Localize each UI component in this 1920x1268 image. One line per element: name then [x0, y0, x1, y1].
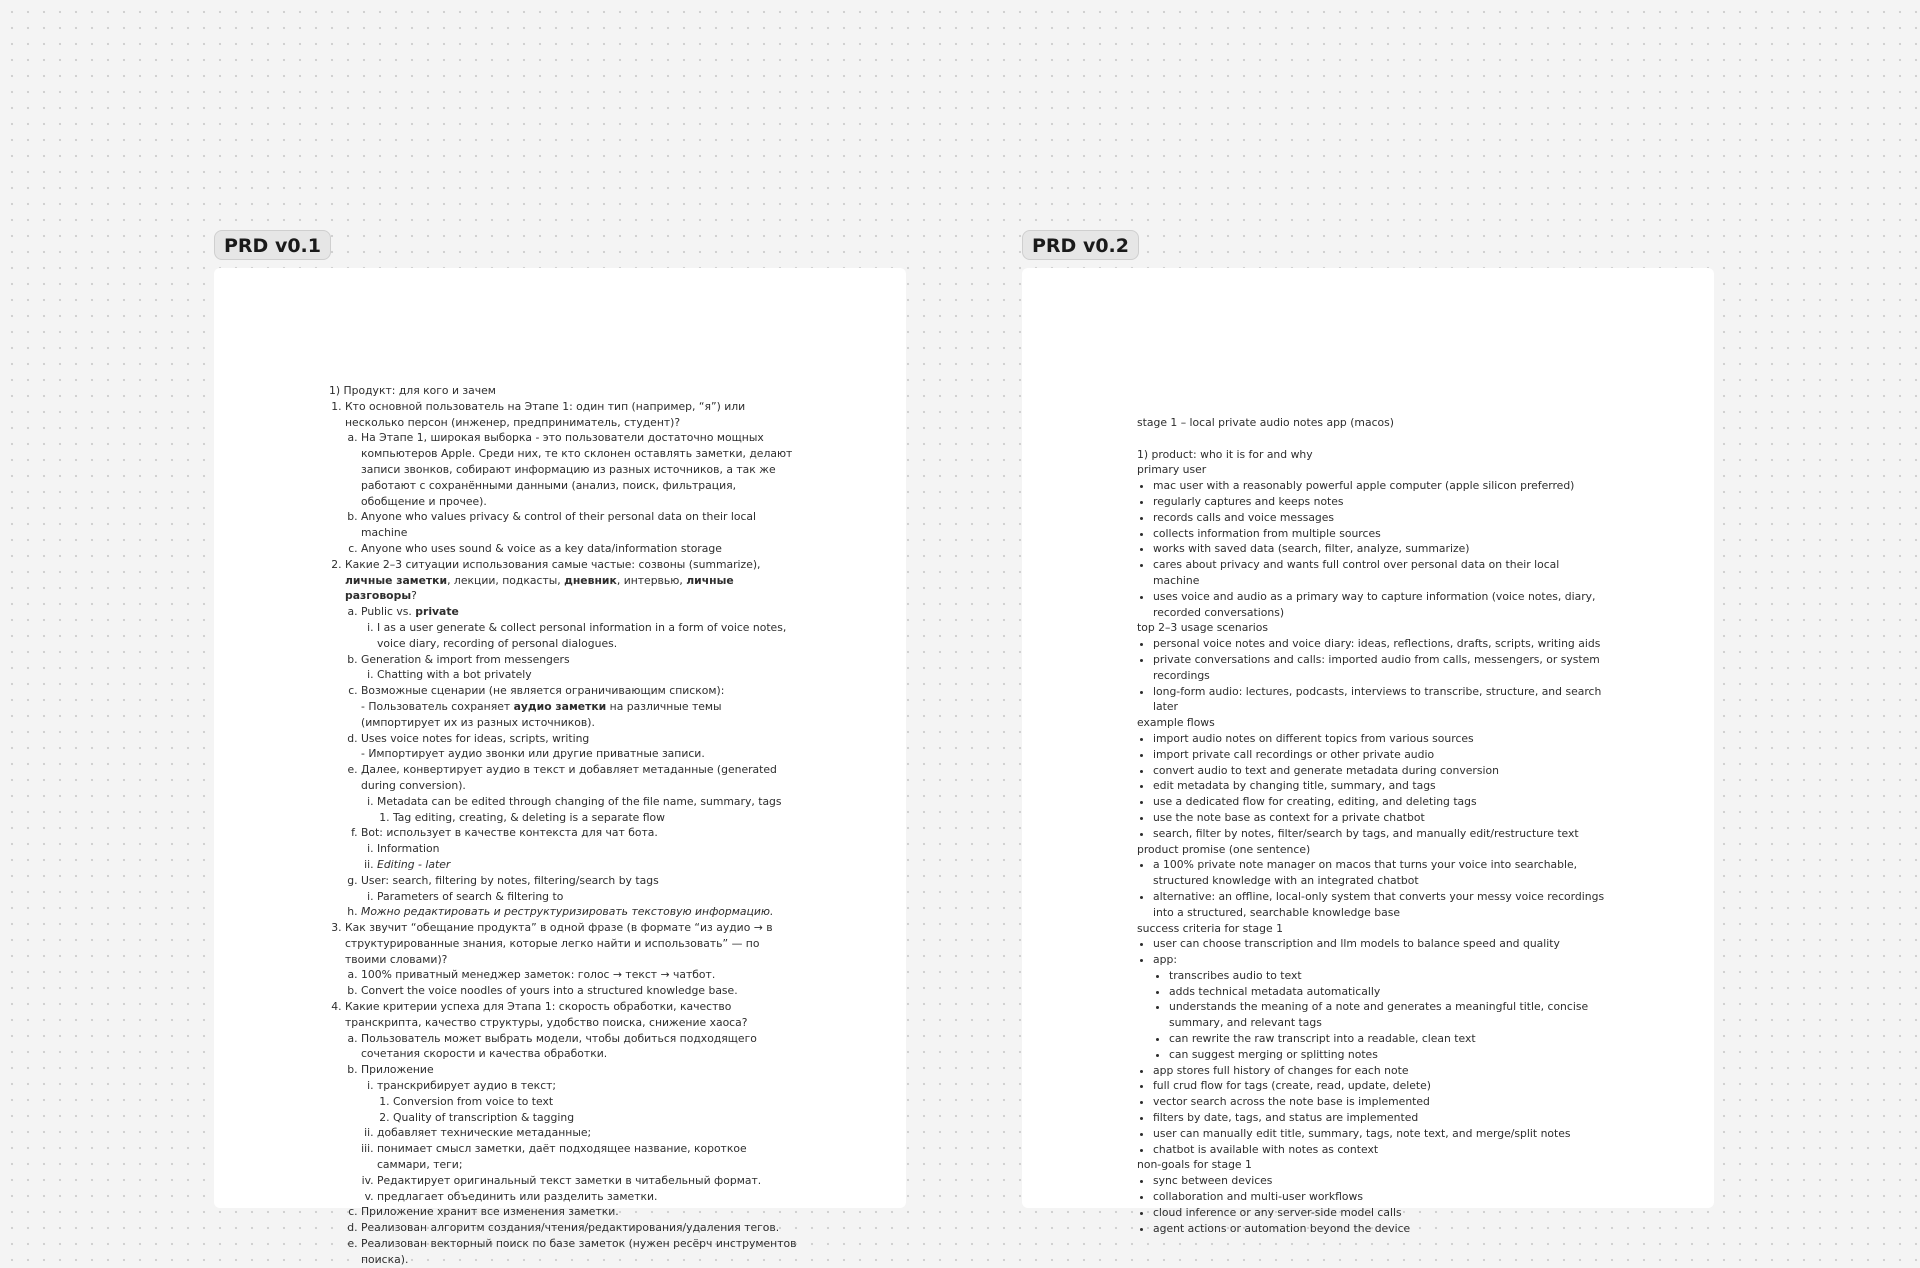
non-goals-list — [1137, 1173, 1607, 1236]
list-item: • private conversations and calls: imported audio from calls, messengers, or system recordings — [1153, 652, 1607, 684]
list-item: • use a dedicated flow for creating, editing, and deleting tags — [1153, 794, 1607, 810]
list-item: i. Parameters of search & filtering to — [377, 889, 799, 905]
list-item: c. Возможные сценарии (не является ограничивающим списком): - Пользователь сохраняет аудио заметки на различные темы (импортирует их из разных источников). — [361, 683, 799, 730]
list-item: 1. Conversion from voice to text — [393, 1094, 799, 1110]
list-item: b. Приложение i. транскрибирует аудио в текст; 1. Conversion from voice to text 2. Quality of transcription & tagging ii. добавляет технические метаданные; iii. понимает смысл заметки, даёт подходящее название, короткое саммари, теги; iv. Редактирует оригинальный текст заметки в читабельный формат. v. предлагает объединить или разделить заметки. — [361, 1062, 799, 1204]
scenarios-list — [1137, 636, 1607, 715]
document-prd-v02[interactable] — [1022, 268, 1714, 1235]
document-content — [1137, 415, 1607, 1236]
list-item: • personal voice notes and voice diary: ideas, reflections, drafts, scripts, writing aids — [1153, 636, 1607, 652]
list-item: i. I as a user generate & collect personal information in a form of voice notes, voice diary, recording of personal dialogues. — [377, 620, 799, 652]
list-item: iii. понимает смысл заметки, даёт подходящее название, короткое саммари, теги; — [377, 1141, 799, 1173]
list-item: d. Uses voice notes for ideas, scripts, writing - Импортирует аудио звонки или другие приватные записи. — [361, 731, 799, 763]
flows-list — [1137, 731, 1607, 842]
list-item: • app stores full history of changes for each note — [1153, 1063, 1607, 1079]
list-item: d. Реализован алгоритм создания/чтения/редактирования/удаления тегов. — [361, 1220, 799, 1236]
list-item: a. Пользователь может выбрать модели, чтобы добиться подходящего сочетания скорости и качества обработки. — [361, 1031, 799, 1063]
list-item: h. Можно редактировать и реструктуризировать текстовую информацию. — [361, 904, 799, 920]
doc-title: stage 1 – local private audio notes app (macos) — [1137, 416, 1394, 429]
list-item: g. User: search, filtering by notes, filtering/search by tags i. Parameters of search & filtering to — [361, 873, 799, 905]
list-item: 4. Какие критерии успеха для Этапа 1: скорость обработки, качество транскрипта, качество структуры, удобство поиска, снижение хаоса? a. Пользователь может выбрать модели, чтобы добиться подходящего сочетания скорости и качества обработки. b. Приложение i. транскрибирует аудио в текст; 1. Conversion from voice to text 2. Quality of transcription & tagging ii. добавляет технические метаданные; iii. понимает смысл заметки, даёт подходящее название, короткое саммари, теги; iv. Редактирует оригинальный текст заметки в читабельный формат. v. предлагает объединить или разделить заметки. c. Приложение хранит все изменения заметки. d. Реализован алгоритм создания/чтения/редактирования/удаления тегов. e. Реализован векторный поиск по базе заметок (нужен ресёрч инструментов поиска). — [345, 999, 799, 1268]
subheading: product promise (one sentence) — [1137, 842, 1311, 856]
list-item: b. Convert the voice noodles of yours into a structured knowledge base. — [361, 983, 799, 999]
list-item: 3. Как звучит “обещание продукта” в одной фразе (в формате “из аудио → в структурированные знания, которые легко найти и использовать” — по твоими словами)? a. 100% приватный менеджер заметок: голос → текст → чатбот. b. Convert the voice noodles of yours into a structured knowledge base. — [345, 920, 799, 999]
question-list — [329, 399, 799, 1268]
list-item: • cloud inference or any server-side model calls — [1153, 1205, 1607, 1221]
list-item: a. На Этапе 1, широкая выборка - это пользователи достаточно мощных компьютеров Apple. Среди них, те кто склонен оставлять заметки, делают записи звонков, собирают информацию из разных источников, а так же работают с сохранёнными данными (анализ, поиск, фильтрация, обобщение и прочее). — [361, 430, 799, 509]
list-item: • alternative: an offline, local-only system that converts your messy voice recordings into a structured, searchable knowledge base — [1153, 889, 1607, 921]
frame-label-prd-v02[interactable]: PRD v0.2 — [1022, 230, 1139, 260]
list-item: • full crud flow for tags (create, read, update, delete) — [1153, 1078, 1607, 1094]
list-item: • app: • transcribes audio to text • adds technical metadata automatically • understands the meaning of a note and generates a meaningful title, concise summary, and relevant tags • can rewrite the raw transcript into a readable, clean text • can suggest merging or splitting notes — [1153, 952, 1607, 1063]
section-heading: 1) product: who it is for and why — [1137, 447, 1313, 461]
list-item: • convert audio to text and generate metadata during conversion — [1153, 763, 1607, 779]
list-item: • cares about privacy and wants full control over personal data on their local machine — [1153, 557, 1607, 589]
list-item: • sync between devices — [1153, 1173, 1607, 1189]
list-item: e. Далее, конвертирует аудио в текст и добавляет метаданные (generated during conversion). i. Metadata can be edited through changing of the file name, summary, tags 1. Tag editing, creating, & deleting is a separate flow — [361, 762, 799, 825]
list-item: • regularly captures and keeps notes — [1153, 494, 1607, 510]
list-item: ii. Editing - later — [377, 857, 799, 873]
subheading: primary user — [1137, 463, 1207, 477]
list-item: a. Public vs. private i. I as a user generate & collect personal information in a form of voice notes, voice diary, recording of personal dialogues. — [361, 604, 799, 651]
list-item: • import audio notes on different topics from various sources — [1153, 731, 1607, 747]
success-list-rest — [1137, 1063, 1607, 1158]
list-item: • can rewrite the raw transcript into a readable, clean text — [1169, 1031, 1607, 1047]
list-item: • a 100% private note manager on macos that turns your voice into searchable, structured knowledge with an integrated chatbot — [1153, 857, 1607, 889]
subheading: top 2–3 usage scenarios — [1137, 621, 1269, 635]
list-item: • chatbot is available with notes as context — [1153, 1142, 1607, 1158]
document-prd-v01[interactable] — [214, 268, 906, 1266]
list-item: • user can choose transcription and llm models to balance speed and quality — [1153, 936, 1607, 952]
list-item: • works with saved data (search, filter, analyze, summarize) — [1153, 541, 1607, 557]
list-item: • edit metadata by changing title, summary, and tags — [1153, 778, 1607, 794]
list-item: i. Chatting with a bot privately — [377, 667, 799, 683]
list-item: ii. добавляет технические метаданные; — [377, 1125, 799, 1141]
list-item: b. Generation & import from messengers i. Chatting with a bot privately — [361, 652, 799, 684]
list-item: • search, filter by notes, filter/search by tags, and manually edit/restructure text — [1153, 826, 1607, 842]
list-item: • user can manually edit title, summary, tags, note text, and merge/split notes — [1153, 1126, 1607, 1142]
list-item: • can suggest merging or splitting notes — [1169, 1047, 1607, 1063]
question-text: Кто основной пользователь на Этапе 1: один тип (например, “я”) или несколько персон (инженер, предприниматель, студент)? — [345, 399, 746, 429]
list-item: f. Bot: использует в качестве контекста для чат бота. i. Information ii. Editing - later — [361, 825, 799, 872]
document-content — [329, 383, 799, 1268]
subheading: success criteria for stage 1 — [1137, 921, 1283, 935]
list-item: i. транскрибирует аудио в текст; 1. Conversion from voice to text 2. Quality of transcription & tagging — [377, 1078, 799, 1125]
list-item: • import private call recordings or other private audio — [1153, 747, 1607, 763]
list-item: i. Information — [377, 841, 799, 857]
frame-label-prd-v01[interactable]: PRD v0.1 — [214, 230, 331, 260]
list-item: • use the note base as context for a private chatbot — [1153, 810, 1607, 826]
list-item: • collaboration and multi-user workflows — [1153, 1189, 1607, 1205]
list-item: • adds technical metadata automatically — [1169, 984, 1607, 1000]
list-item: • mac user with a reasonably powerful apple computer (apple silicon preferred) — [1153, 478, 1607, 494]
list-item: • long-form audio: lectures, podcasts, interviews to transcribe, structure, and search later — [1153, 684, 1607, 716]
heading: 1) Продукт: для кого и зачем — [329, 384, 496, 397]
subheading: example flows — [1137, 716, 1215, 730]
list-item: 1. Tag editing, creating, & deleting is a separate flow — [393, 810, 799, 826]
list-item: • records calls and voice messages — [1153, 510, 1607, 526]
list-item: • transcribes audio to text — [1169, 968, 1607, 984]
list-item: 2. Какие 2–3 ситуации использования самые частые: созвоны (summarize), личные заметки, лекции, подкасты, дневник, интервью, личные разговоры? a. Public vs. private i. I as a user generate & collect personal information in a form of voice notes, voice diary, recording of personal dialogues. b. Generation & import from messengers i. Chatting with a bot privately c. Возможные сценарии (не является ограничивающим списком): - Пользователь сохраняет аудио заметки на различные темы (импортирует их из разных источников). d. Uses voice notes for ideas, scripts, writing - Импортирует аудио звонки или другие приватные записи. e. Далее, конвертирует аудио в текст и добавляет метаданные (generated during conversion). i. Metadata can be edited through changing of the file name, summary, tags 1. Tag editing, creating, & deleting is a separate flow f. Bot: использует в качестве контекста для чат бота. i. Information ii. Editing - later g. User: search, filtering by notes, filtering/search by tags i. Parameters of search & filtering to h. Можно редактировать и реструктуризировать текстовую информацию. — [345, 557, 799, 920]
list-item: • vector search across the note base is implemented — [1153, 1094, 1607, 1110]
list-item: • agent actions or automation beyond the device — [1153, 1221, 1607, 1237]
list-item: c. Anyone who uses sound & voice as a key data/information storage — [361, 541, 799, 557]
list-item: b. Anyone who values privacy & control of their personal data on their local machine — [361, 509, 799, 541]
list-item: v. предлагает объединить или разделить заметки. — [377, 1189, 799, 1205]
list-item: e. Реализован векторный поиск по базе заметок (нужен ресёрч инструментов поиска). — [361, 1236, 799, 1268]
list-item: c. Приложение хранит все изменения заметки. — [361, 1204, 799, 1220]
list-item: i. Metadata can be edited through changing of the file name, summary, tags 1. Tag editing, creating, & deleting is a separate flow — [377, 794, 799, 826]
list-item: 2. Quality of transcription & tagging — [393, 1110, 799, 1126]
list-item: • uses voice and audio as a primary way to capture information (voice notes, diary, recorded conversations) — [1153, 589, 1607, 621]
list-item — [345, 399, 799, 557]
success-list — [1137, 936, 1607, 1062]
list-item: • collects information from multiple sources — [1153, 526, 1607, 542]
promise-list — [1137, 857, 1607, 920]
primary-user-list — [1137, 478, 1607, 620]
list-item: a. 100% приватный менеджер заметок: голос → текст → чатбот. — [361, 967, 799, 983]
list-item: • understands the meaning of a note and generates a meaningful title, concise summary, and relevant tags — [1169, 999, 1607, 1031]
subheading: non-goals for stage 1 — [1137, 1158, 1252, 1172]
list-item: iv. Редактирует оригинальный текст заметки в читабельный формат. — [377, 1173, 799, 1189]
list-item: • filters by date, tags, and status are implemented — [1153, 1110, 1607, 1126]
